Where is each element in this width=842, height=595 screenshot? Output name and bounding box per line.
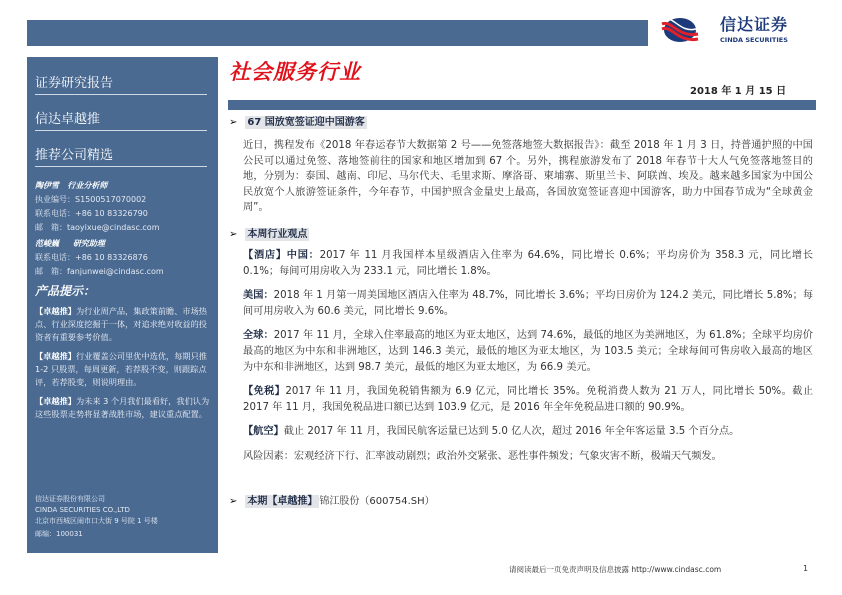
risk-paragraph: 风险因素：宏观经济下行、汇率波动剧烈；政治外交紧张、恶性事件频发；气象灾害不断，极端天气频发。 bbox=[243, 450, 722, 462]
paragraph-text: 截止 2017 年 11 月，我国民航客运量已达到 5.0 亿人次，超过 2016 年全年客运量 3.5 个百分点。 bbox=[283, 426, 740, 438]
section-heading-views bbox=[229, 228, 815, 242]
promo-tag: 【卓越推】 bbox=[35, 396, 76, 406]
analyst2-header bbox=[35, 238, 210, 249]
analyst-name: 范峻巍 bbox=[35, 239, 59, 248]
arrow-bullet-icon: ➢ bbox=[229, 495, 238, 507]
footer-disclaimer[interactable]: 请阅读最后一页免责声明及信息披露 http://www.cindasc.com bbox=[509, 565, 722, 574]
hotel-global-paragraph bbox=[243, 328, 813, 375]
hotel-china-paragraph bbox=[243, 248, 813, 279]
logo-en: CINDA SECURITIES bbox=[720, 36, 788, 44]
analyst-email[interactable]: 邮 箱：fanjunwei@cindasc.com bbox=[35, 267, 164, 276]
section-heading-pick bbox=[229, 495, 815, 509]
promo-text: 行业覆盖公司里优中选优，每期只推 1-2 只股票，每周更新，若荐股不变，则跟踪点评，若荐股变，则说明理由。 bbox=[35, 351, 207, 387]
promo-tag: 【卓越推】 bbox=[35, 351, 76, 361]
heading-text: 67 国放宽签证迎中国游客 bbox=[247, 117, 365, 128]
analyst-phone: 联系电话：+86 10 83326790 bbox=[35, 209, 148, 218]
heading-text: 本周行业观点 bbox=[247, 228, 308, 240]
aviation-paragraph bbox=[243, 424, 813, 440]
paragraph-label: 全球： bbox=[243, 330, 274, 342]
logo-cn: 信达证券 bbox=[720, 15, 789, 34]
company-info bbox=[35, 493, 213, 539]
company-cn: 信达证券股份有限公司 bbox=[35, 495, 105, 503]
paragraph-text: 2017 年 11 月我国样本星级酒店入住率为 64.6%，同比增长 0.6%；平均房价为 358.3 元，同比增长 0.1%；每间可用房收入为 233.1 元，同比增长 1.8%。 bbox=[243, 249, 814, 277]
report-date: 2018 年 1 月 15 日 bbox=[690, 86, 787, 97]
dutyfree-paragraph bbox=[243, 384, 813, 415]
page-number: 1 bbox=[803, 564, 809, 573]
paragraph-text: 2018 年 1 月第一周美国地区酒店入住率为 48.7%，同比增长 3.6%；平均日房价为 124.2 美元，同比增长 5.8%；每间可用房收入为 60.6 美元，同比增长 9.6%。 bbox=[243, 290, 814, 317]
header-bar bbox=[27, 20, 648, 46]
analyst-phone: 联系电话：+86 10 83326876 bbox=[35, 253, 148, 262]
hotel-us-paragraph bbox=[243, 288, 813, 319]
paragraph-text: 2017 年 11 月，全球入住率最高的地区为亚太地区，达到 74.6%，最低的地区为美洲地区，为 61.8%；全球平均房价最高的地区为中东和非洲地区，达到 146.3 美元，最低的地区为亚太地区，为 103.5 美元；全球每间可售房收入最高的地区为中东和非洲地区，达到 98.7 美元，最低的地区为亚太地区，为 66.9 美元。 bbox=[243, 330, 813, 373]
section-heading-visa bbox=[229, 116, 815, 130]
analyst-name: 陶伊雪 bbox=[35, 181, 59, 190]
divider-bar bbox=[228, 100, 816, 110]
analyst-email[interactable]: 邮 箱：taoyixue@cindasc.com bbox=[35, 223, 160, 232]
paragraph-label: 【航空】 bbox=[243, 426, 284, 438]
company-en: CINDA SECURITIES CO.,LTD bbox=[35, 506, 130, 514]
arrow-bullet-icon: ➢ bbox=[229, 228, 238, 240]
analyst1-header bbox=[35, 180, 210, 191]
main-content bbox=[229, 116, 815, 509]
promo-title: 产品提示： bbox=[35, 284, 96, 298]
pick-stock: 锦江股份（600754.SH） bbox=[319, 495, 435, 507]
promo-tag: 【卓越推】 bbox=[35, 306, 76, 316]
promo-text: 为行业周产品，集政策前瞻、市场热点、行业深度挖掘于一体，对追求绝对收益的投资者有重要参考价值。 bbox=[35, 306, 207, 342]
cinda-logo bbox=[660, 16, 810, 50]
paragraph-label: 【免税】 bbox=[243, 386, 286, 398]
visa-paragraph: 近日，携程发布《2018 年春运春节大数据第 2 号——免签落地签大数据报告》：截至 2018 年 1 月 3 日，持普通护照的中国公民可以通过免签、落地签前往的国家和地区增加到 67 个。另外，携程旅游发布了 2018 年春节十大人气免签落地签目的地，分别为：泰国、越南、印尼、马尔代夫、毛里求斯、摩洛哥、柬埔寨、斯里兰卡、阿联酋、埃及。越来越多国家为中国公民放宽个人旅游签证条件，今年春节，中国护照含金量史上最高，各国放宽签证喜迎中国游客，助力中国春节成为“全球黄金周”。 bbox=[243, 140, 813, 214]
nav-cinda-pick[interactable]: 信达卓越推 bbox=[35, 111, 207, 131]
company-address: 北京市西城区闹市口大街 9 号院 1 号楼 bbox=[35, 517, 158, 525]
paragraph-label: 【酒店】中国： bbox=[243, 249, 320, 261]
analyst-cert: 执业编号：S1500517070002 bbox=[35, 195, 147, 204]
heading-text: 本期【卓越推】 bbox=[247, 495, 318, 507]
nav-recommended-companies[interactable]: 推荐公司精选 bbox=[35, 147, 207, 167]
sidebar-content bbox=[35, 175, 210, 421]
promo-item bbox=[35, 395, 210, 421]
arrow-bullet-icon: ➢ bbox=[229, 117, 238, 128]
sidebar bbox=[27, 57, 218, 553]
report-title: 社会服务行业 bbox=[229, 60, 361, 84]
promo-item bbox=[35, 350, 210, 389]
nav-research-report[interactable]: 证券研究报告 bbox=[35, 75, 207, 95]
paragraph-label: 美国： bbox=[243, 290, 274, 302]
analyst-role: 研究助理 bbox=[72, 239, 105, 248]
promo-item bbox=[35, 305, 210, 344]
promo-text: 为未来 3 个月我们最看好，我们认为这些股票走势将显著战胜市场，建议重点配置。 bbox=[35, 396, 210, 419]
paragraph-text: 2017 年 11 月，我国免税销售额为 6.9 亿元，同比增长 35%。免税消费人数为 21 万人，同比增长 50%。截止 2017 年 11 月，我国免税品进口额已达到 103.9 亿元，是 2016 年全年免税品进口额的 90.9%。 bbox=[243, 386, 814, 413]
company-postcode: 邮编：100031 bbox=[35, 530, 83, 538]
analyst-role: 行业分析师 bbox=[67, 181, 108, 190]
